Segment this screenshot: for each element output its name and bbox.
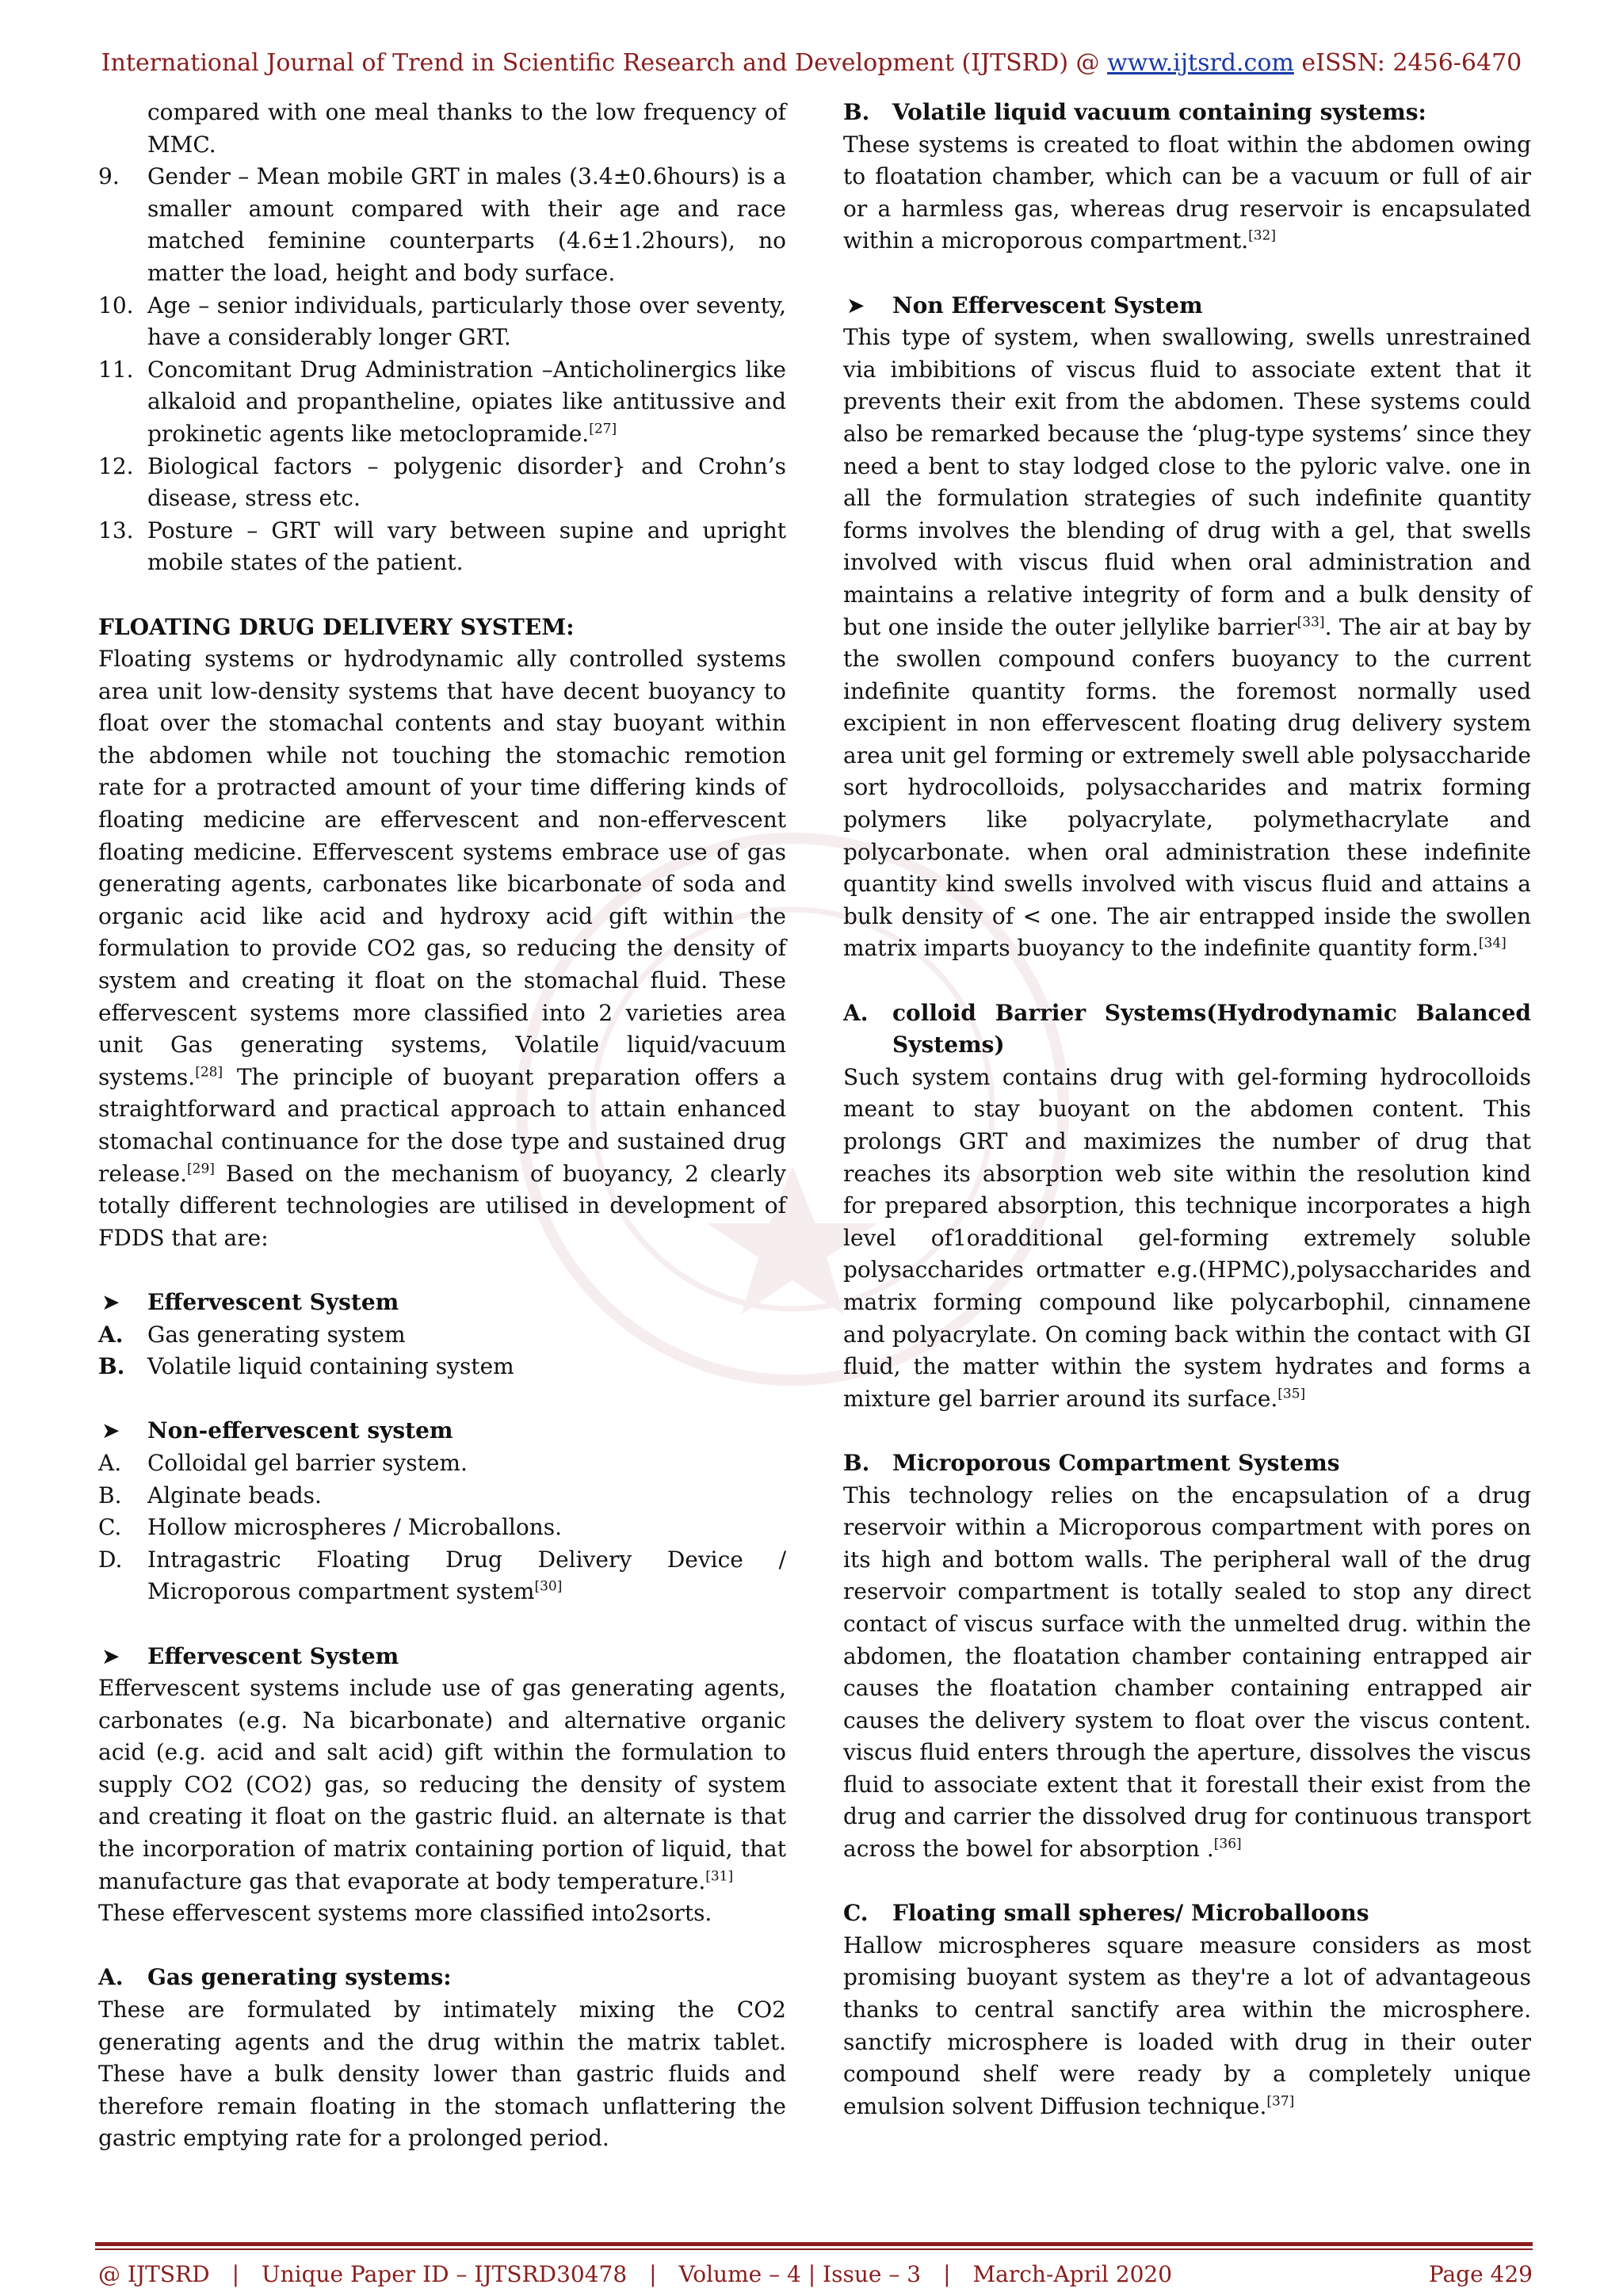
list-item	[98, 161, 786, 289]
list-item	[98, 290, 786, 354]
footer-paper-id: Unique Paper ID – IJTSRD30478	[262, 2260, 628, 2287]
citation-ref: [36]	[1213, 1836, 1242, 1852]
list-item-text: Biological factors – polygenic disorder} and Crohn’s disease, stress etc.	[147, 452, 786, 512]
subheading-gas-generating: A. Gas generating systems:	[98, 1964, 452, 1991]
list-item-text: Posture – GRT will vary between supine and upright mobile states of the patient.	[147, 517, 786, 576]
journal-eissn: eISSN: 2456-6470	[1301, 49, 1522, 77]
footer-separator: |	[649, 2260, 657, 2287]
footer-separator: |	[231, 2260, 240, 2287]
list-item	[98, 354, 786, 451]
arrowhead-bullet-icon: ➤	[101, 1288, 120, 1315]
effervescent-classification: These effervescent systems more classified into2sorts.	[98, 1900, 712, 1927]
list-item-text: Gender – Mean mobile GRT in males (3.4±0.6hours) is a smaller amount compared with their age and race matched feminine counterparts (4.6±1.2hours), no matter the load, height and body surface.	[147, 163, 786, 286]
footer-rule	[95, 2242, 1533, 2246]
non-effervescent-paragraph: This type of system, when swallowing, swells unrestrained via imbibitions of viscus fluid to associate extent that it prevents their exit from the abdomen. These systems could also be remarked because the ‘plug-type systems’ since they need a bent to stay lodged close to the pyloric valve. one in all the formulation strategies of such indefinite quantity forms involves the blending of drug with a gel, that swells involved with viscus fluid when oral administration and maintains a relative integrity of form and a bulk density of but one inside the outer jellylike barrier[33]. The air at bay by the swollen compound confers buoyancy to the current indefinite quantity forms. the foremost normally used excipient in non effervescent floating drug delivery system area unit gel forming or extremely swell able polysaccharide sort hydrocolloids, polysaccharides and matrix forming polymers like polyacrylate, polymethacrylate and polycarbonate. when oral administration these indefinite quantity kind swells involved with viscus fluid and attains a bulk density of < one. The air entrapped inside the swollen matrix imparts buoyancy to the indefinite quantity form.[34]	[843, 324, 1532, 962]
list-item-number: 9.	[98, 163, 120, 190]
citation-ref: [29]	[187, 1161, 215, 1177]
colloid-barrier-paragraph: Such system contains drug with gel-forming hydrocolloids meant to stay buoyant on the abdomen content. This prolongs GRT and maximizes the number of drug that reaches its absorption web site within the resolution kind for prepared absorption, this technique incorporates a high level of1oradditional gel-forming extremely soluble polysaccharides ortmatter e.g.(HPMC),polysaccharides and matrix forming compound like polycarbophil, cinnamene and polyacrylate. On coming back within the contact with GI fluid, the matter within the system hydrates and forms a mixture gel barrier around its surface.[35]	[843, 1063, 1531, 1412]
footer-rule-thin	[95, 2248, 1533, 2250]
footer-volume: Volume – 4 | Issue – 3	[678, 2260, 922, 2287]
subheading-effervescent: ➤ Effervescent System	[98, 1287, 786, 1319]
subheading-microballoons: C. Floating small spheres/ Microballoons	[843, 1900, 1369, 1927]
list-item	[98, 451, 786, 515]
gas-generating-paragraph: These are formulated by intimately mixing the CO2 generating agents and the drug within the matrix tablet. These have a bulk density lower than gastric fluids and therefore remain floating in the stomach unflattering the gastric emptying rate for a prolonged period.	[98, 1997, 786, 2152]
list-item-text: Concomitant Drug Administration –Anticholinergics like alkaloid and propantheline, opiates like antitussive and prokinetic agents like metoclopramide.	[147, 356, 786, 447]
citation-ref: [33]	[1296, 614, 1325, 631]
list-item-text: Age – senior individuals, particularly those over seventy, have a considerably longer GRT.	[147, 292, 786, 351]
page-footer	[98, 2258, 1533, 2290]
citation-ref: [32]	[1248, 228, 1277, 245]
citation-ref: [31]	[705, 1868, 734, 1885]
section-heading-fdds: FLOATING DRUG DELIVERY SYSTEM:	[98, 613, 575, 640]
arrowhead-bullet-icon: ➤	[846, 292, 865, 318]
footer-page-number: Page 429	[1428, 2260, 1533, 2287]
subheading-microporous: B. Microporous Compartment Systems	[843, 1449, 1340, 1476]
footer-date: March-April 2020	[972, 2260, 1173, 2287]
subheading-volatile-liquid: B. Volatile liquid vacuum containing systems:	[843, 99, 1426, 125]
citation-ref: [34]	[1478, 936, 1507, 952]
microballoons-paragraph: Hallow microspheres square measure considers as most promising buoyant system as they're a lot of advantageous thanks to central sanctify area within the microsphere. sanctify microsphere is loaded with drug in their outer compound shelf were ready by a completely unique emulsion solvent Diffusion technique.[37]	[843, 1932, 1531, 2119]
subheading-effervescent-system: ➤ Effervescent System	[98, 1641, 786, 1673]
list-item: B. Volatile liquid containing system	[98, 1353, 514, 1380]
subheading-colloid-barrier: A. colloid Barrier Systems(Hydrodynamic Balanced Systems)	[843, 999, 1531, 1058]
list-item: A. Colloidal gel barrier system.	[98, 1449, 468, 1476]
subheading-non-effervescent-system: ➤ Non Effervescent System	[843, 290, 1531, 322]
list-item-number: 10.	[98, 292, 134, 318]
right-column	[843, 97, 1531, 2122]
list-item: A. Gas generating system	[98, 1321, 406, 1348]
citation-ref: [28]	[195, 1064, 223, 1081]
footer-separator: |	[943, 2260, 951, 2287]
list-item: B. Alginate beads.	[98, 1482, 322, 1508]
volatile-liquid-paragraph: These systems is created to float within the abdomen owing to floatation chamber, which can be a vacuum or full of air or a harmless gas, whereas drug reservoir is encapsulated within a microporous compartment.[32]	[843, 131, 1531, 254]
arrowhead-bullet-icon: ➤	[101, 1642, 120, 1669]
journal-name: International Journal of Trend in Scientific Research and Development (IJTSRD) @	[101, 49, 1100, 77]
journal-url-link[interactable]: www.ijtsrd.com	[1107, 49, 1294, 77]
citation-ref: [37]	[1266, 2093, 1295, 2110]
list-item: D. Intragastric Floating Drug Delivery Device / Microporous compartment system[30]	[98, 1546, 786, 1605]
list-item-number: 13.	[98, 517, 134, 543]
citation-ref: [30]	[534, 1578, 563, 1595]
continued-item-text: compared with one meal thanks to the low frequency of MMC.	[147, 99, 786, 158]
effervescent-paragraph: Effervescent systems include use of gas generating agents, carbonates (e.g. Na bicarbonate) and alternative organic acid (e.g. acid and salt acid) gift within the formulation to supply CO2 (CO2) gas, so reducing the density of system and creating it float on the gastric fluid. an alternate is that the incorporation of matrix containing portion of liquid, that manufacture gas that evaporate at body temperature.[31]	[98, 1675, 786, 1894]
left-column	[98, 97, 786, 2155]
fdds-paragraph: Floating systems or hydrodynamic ally controlled systems area unit low-density systems that have decent buoyancy to float over the stomachal contents and stay buoyant within the abdomen while not touching the stomachic remotion rate for a protracted amount of your time differing kinds of floating medicine are effervescent and non-effervescent floating medicine. Effervescent systems embrace use of gas generating agents, carbonates like bicarbonate of soda and organic acid like acid and hydroxy acid gift within the formulation to provide CO2 gas, so reducing the density of system and creating it float on the stomachal fluid. These effervescent systems more classified into 2 varieties area unit Gas generating systems, Volatile liquid/vacuum systems.[28] The principle of buoyant preparation offers a straightforward and practical approach to attain enhanced stomachal continuance for the dose type and sustained drug release.[29] Based on the mechanism of buoyancy, 2 clearly totally different technologies are utilised in development of FDDS that are:	[98, 646, 786, 1251]
footer-copyright: @ IJTSRD	[98, 2260, 210, 2287]
list-item-number: 11.	[98, 356, 134, 383]
arrowhead-bullet-icon: ➤	[101, 1417, 120, 1444]
citation-ref: [27]	[589, 421, 617, 437]
subheading-non-effervescent: ➤ Non-effervescent system	[98, 1415, 786, 1447]
citation-ref: [35]	[1277, 1386, 1306, 1402]
journal-header	[0, 49, 1623, 77]
list-item: C. Hollow microspheres / Microballons.	[98, 1514, 563, 1541]
list-item-number: 12.	[98, 452, 134, 479]
microporous-paragraph: This technology relies on the encapsulation of a drug reservoir within a Microporous compartment with pores on its high and bottom walls. The peripheral wall of the drug reservoir compartment is totally sealed to stop any direct contact of viscus surface with the unmelted drug. within the abdomen, the floatation chamber containing entrapped air causes the floatation chamber containing entrapped air causes the delivery system to float over the viscus content. viscus fluid enters through the aperture, dissolves the viscus fluid to associate extent that it forestall their exist from the drug and carrier the dissolved drug for continuous transport across the bowel for absorption .[36]	[843, 1482, 1531, 1863]
list-item	[98, 515, 786, 579]
